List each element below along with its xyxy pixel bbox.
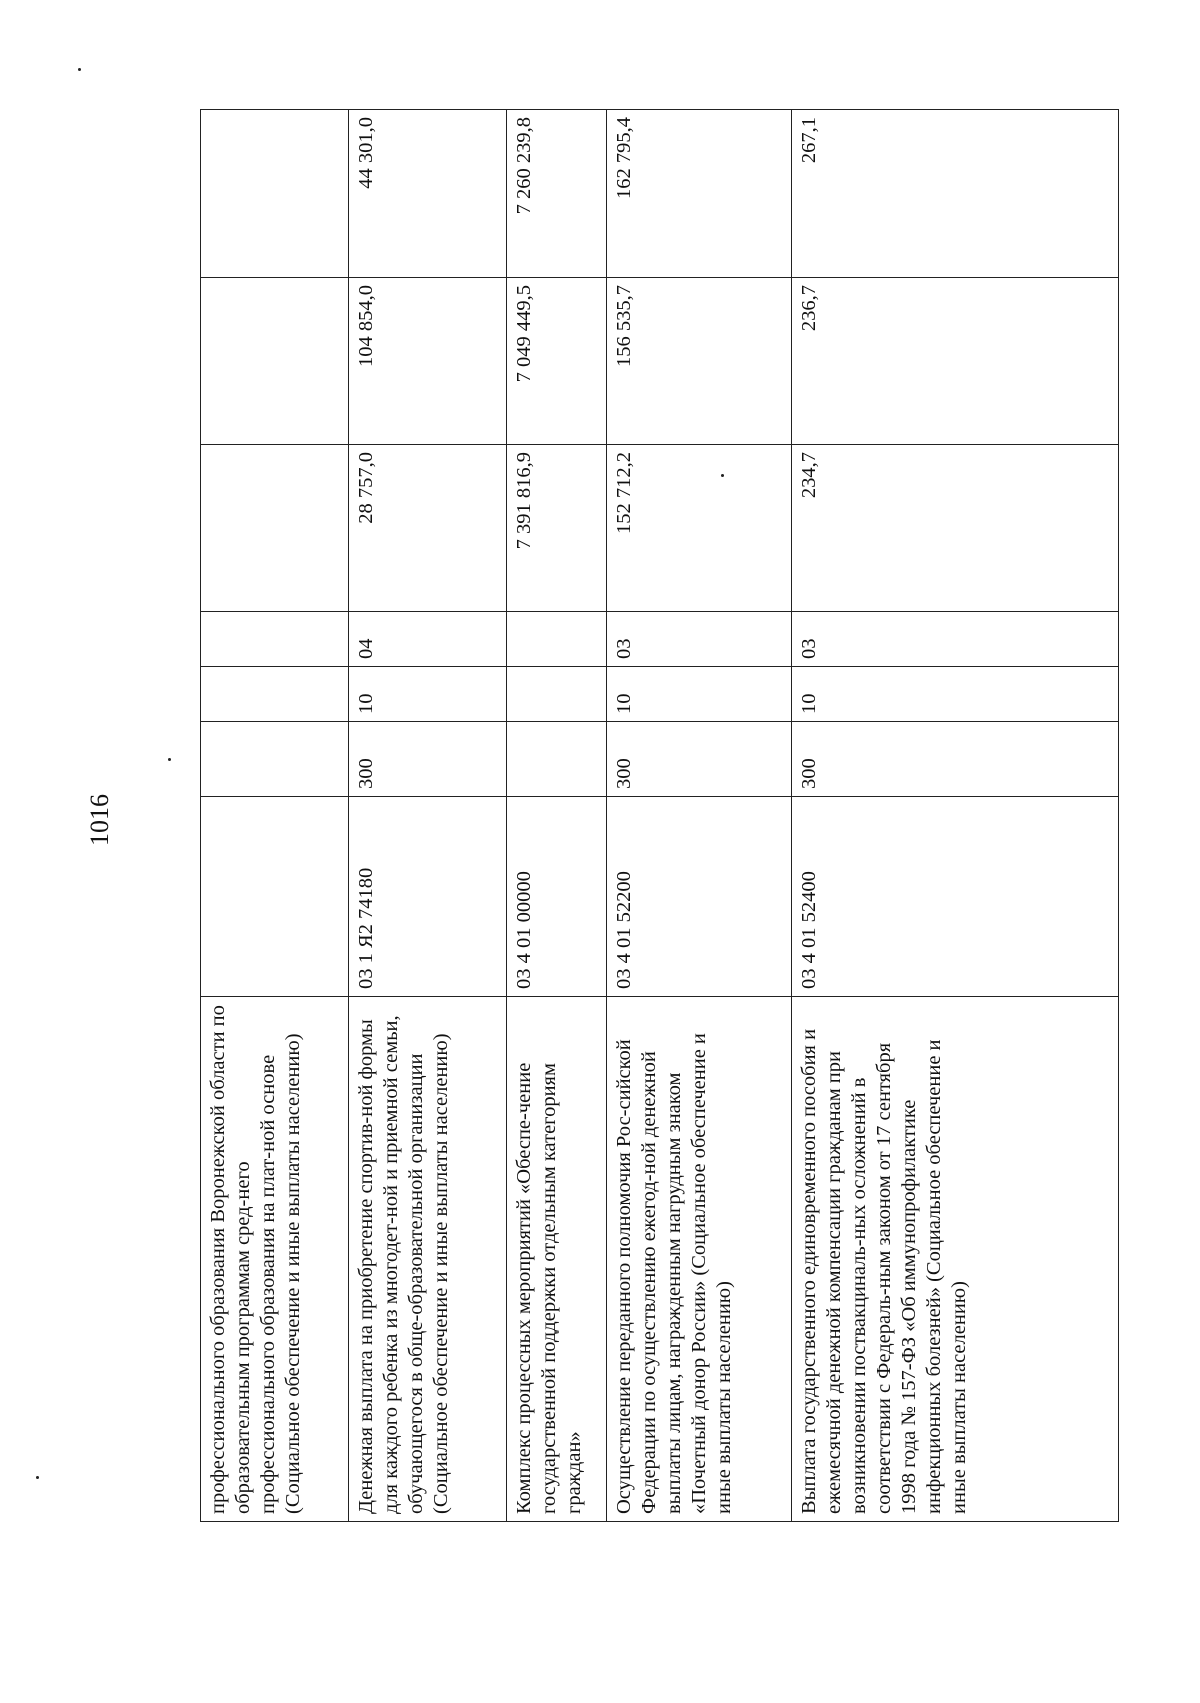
- row-value-3: [201, 110, 349, 278]
- table-row: [507, 110, 607, 1522]
- row-rz: 10: [792, 667, 1119, 722]
- row-pr: [507, 612, 607, 667]
- row-name: Денежная выплата на приобретение спортив-ной формы для каждого ребенка из многодет-ной и приемной семьи, обучающегося в обще-образовательной организации (Социальное обеспечение и иные выплаты населению): [349, 997, 507, 1522]
- row-code: 03 4 01 52200: [607, 797, 792, 997]
- row-rz: 10: [349, 667, 507, 722]
- rotated-table-container: [200, 110, 1118, 1522]
- row-vr: 300: [607, 722, 792, 797]
- row-value-1: [201, 445, 349, 612]
- table-row: [201, 110, 349, 1522]
- row-value-3: 44 301,0: [349, 110, 507, 278]
- row-value-2: 104 854,0: [349, 278, 507, 445]
- row-name: Осуществление переданного полномочия Рос-сийской Федерации по осуществлению ежегод-ной денежной выплаты лицам, награжденным нагрудным знаком «Почетный донор России» (Социальное обеспечение и иные выплаты населению): [607, 997, 792, 1522]
- row-value-1: 152 712,2: [607, 445, 792, 612]
- row-value-3: 7 260 239,8: [507, 110, 607, 278]
- row-pr: 03: [792, 612, 1119, 667]
- budget-table: [200, 109, 1119, 1522]
- row-vr: [507, 722, 607, 797]
- page-number: 1016: [85, 794, 114, 846]
- row-vr: [201, 722, 349, 797]
- row-name: Комплекс процессных мероприятий «Обеспе-чение государственной поддержки отдельным категориям граждан»: [507, 997, 607, 1522]
- table-row: [792, 110, 1119, 1522]
- row-code: [201, 797, 349, 997]
- scan-speck: [168, 758, 171, 761]
- row-vr: 300: [349, 722, 507, 797]
- row-rz: 10: [607, 667, 792, 722]
- row-pr: 03: [607, 612, 792, 667]
- table-row: [607, 110, 792, 1522]
- row-value-2: 156 535,7: [607, 278, 792, 445]
- row-value-3: 162 795,4: [607, 110, 792, 278]
- row-value-2: 236,7: [792, 278, 1119, 445]
- row-pr: 04: [349, 612, 507, 667]
- row-vr: 300: [792, 722, 1119, 797]
- row-rz: [507, 667, 607, 722]
- row-value-1: 234,7: [792, 445, 1119, 612]
- table-row: [349, 110, 507, 1522]
- row-value-3: 267,1: [792, 110, 1119, 278]
- scan-speck: [78, 68, 81, 71]
- row-name: профессионального образования Воронежской области по образовательным программам сред-него профессионального образования на плат-ной основе (Социальное обеспечение и иные выплаты населению): [201, 997, 349, 1522]
- row-rz: [201, 667, 349, 722]
- row-code: 03 4 01 00000: [507, 797, 607, 997]
- row-value-1: 28 757,0: [349, 445, 507, 612]
- row-value-1: 7 391 816,9: [507, 445, 607, 612]
- scan-speck: [36, 1476, 39, 1479]
- row-code: 03 1 Я2 74180: [349, 797, 507, 997]
- row-code: 03 4 01 52400: [792, 797, 1119, 997]
- row-pr: [201, 612, 349, 667]
- row-name: Выплата государственного единовременного пособия и ежемесячной денежной компенсации гражданам при возникновении поствакциналь-ных осложнений в соответствии с Федераль-ным законом от 17 сентября 1998 года № 157-ФЗ «Об иммунопрофилактике инфекционных болезней» (Социальное обеспечение и иные выплаты населению): [792, 997, 1119, 1522]
- row-value-2: 7 049 449,5: [507, 278, 607, 445]
- row-value-2: [201, 278, 349, 445]
